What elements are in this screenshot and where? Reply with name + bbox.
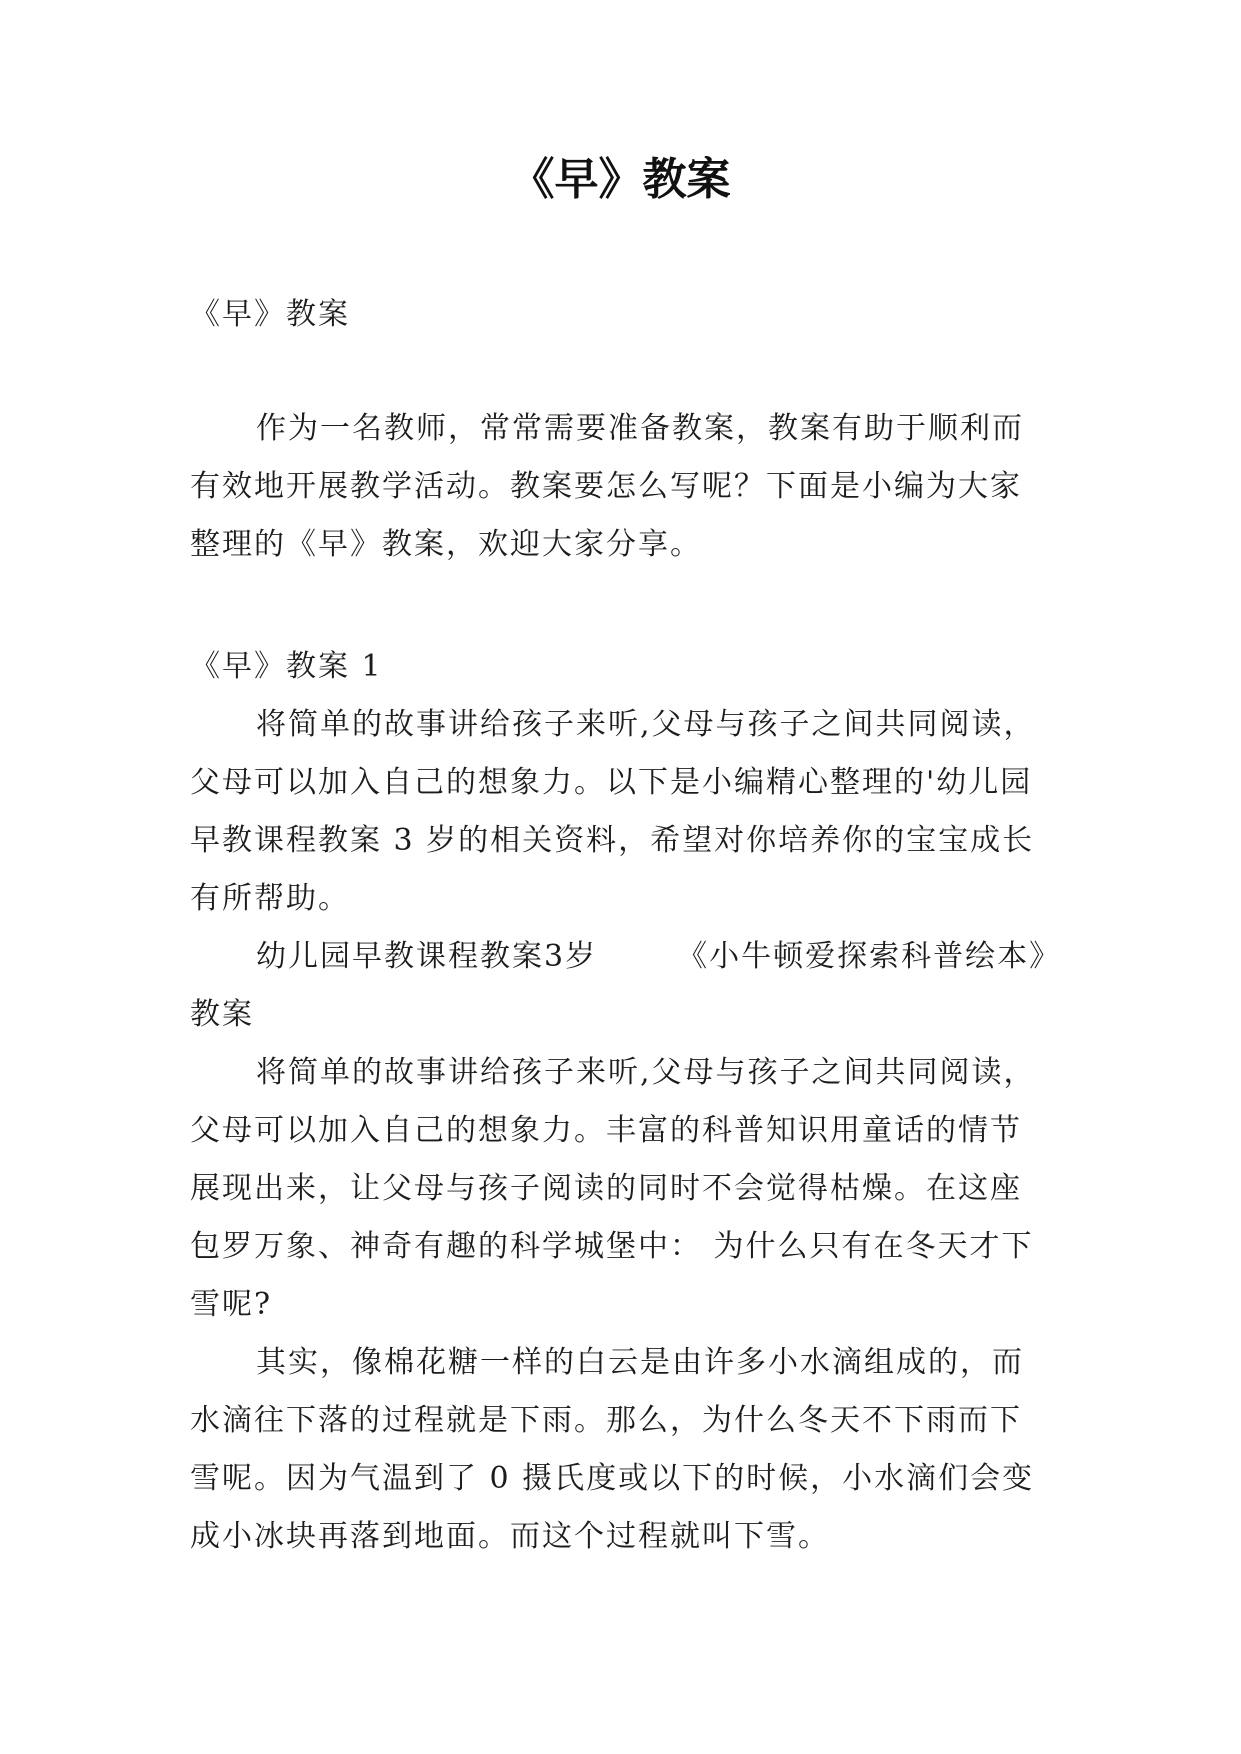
paragraph-2-book-title: 《小牛顿爱探索科普绘本》教案 bbox=[190, 939, 1047, 1032]
paragraph-4: 其实，像棉花糖一样的白云是由许多小水滴组成的，而水滴往下落的过程就是下雨。那么，为什么冬天不下雨而下雪呢。因为气温到了 0 摄氏度或以下的时候，小水滴们会变成小冰块再落到地面。而这个过程就叫下雪。 bbox=[190, 1345, 1035, 1554]
paragraph-3: 将简单的故事讲给孩子来听,父母与孩子之间共同阅读，父母可以加入自己的想象力。丰富的科普知识用童话的情节展现出来，让父母与孩子阅读的同时不会觉得枯燥。在这座包罗万象、神奇有趣的科学城堡中： 为什么只有在冬天才下雪呢? bbox=[190, 1055, 1036, 1322]
paragraph-1: 将简单的故事讲给孩子来听,父母与孩子之间共同阅读，父母可以加入自己的想象力。以下是小编精心整理的'幼儿园早教课程教案 3 岁的相关资料，希望对你培养你的宝宝成长有所帮助。 bbox=[190, 707, 1036, 916]
intro-paragraph: 作为一名教师，常常需要准备教案，教案有助于顺利而有效地开展教学活动。教案要怎么写呢？下面是小编为大家整理的《早》教案，欢迎大家分享。 bbox=[190, 411, 1024, 562]
section-heading: 《早》教案 1 bbox=[190, 649, 383, 684]
paragraph-2-course-label: 幼儿园早教课程教案3岁 bbox=[256, 939, 598, 974]
document-subtitle: 《早》教案 bbox=[190, 297, 350, 332]
paragraph-2 bbox=[190, 928, 1050, 1044]
document-title: 《早》教案 bbox=[510, 154, 731, 205]
